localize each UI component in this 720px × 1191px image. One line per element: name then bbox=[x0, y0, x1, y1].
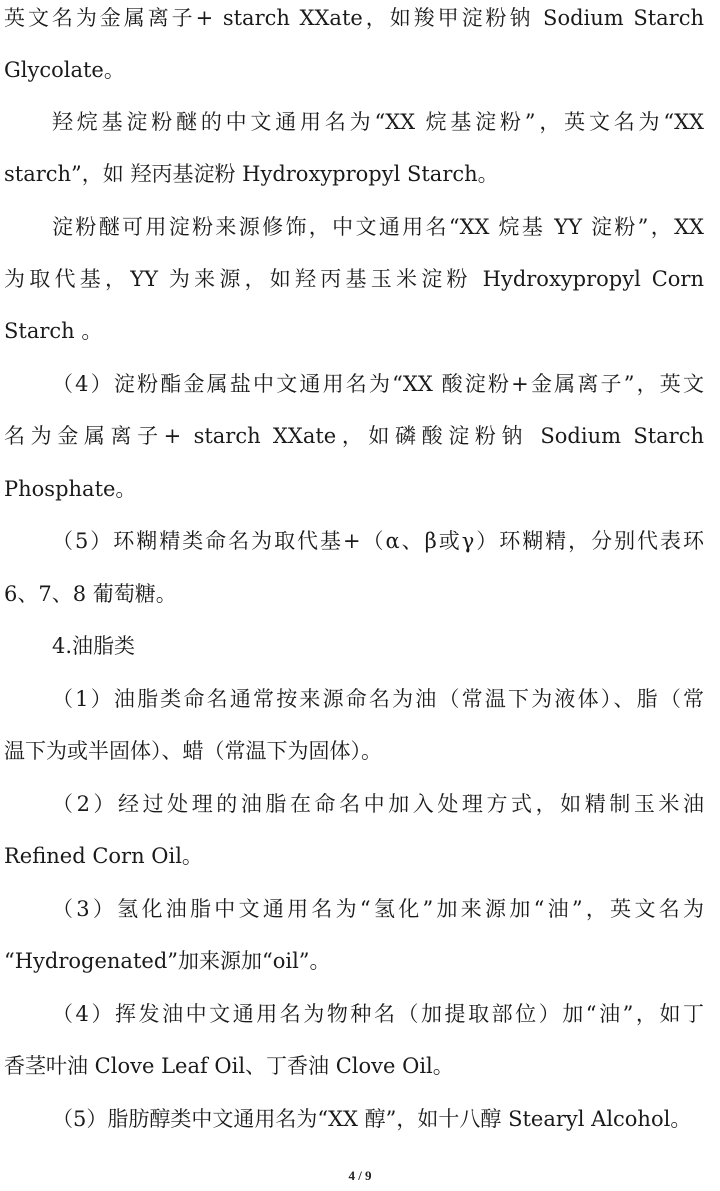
text-line-17: Refined Corn Oil。 bbox=[4, 844, 203, 868]
text-line-6: 为取代基，YY 为来源，如羟丙基玉米淀粉 Hydroxypropyl Corn bbox=[4, 267, 704, 291]
text-line-22: （5）脂肪醇类中文通用名为“XX 醇”，如十八醇 Stearyl Alcohol。 bbox=[52, 1107, 692, 1131]
text-line-2: Glycolate。 bbox=[4, 58, 125, 82]
text-line-20: （4）挥发油中文通用名为物种名（加提取部位）加“油”，如丁 bbox=[52, 1002, 704, 1026]
text-line-4: starch”，如 羟丙基淀粉 Hydroxypropyl Starch。 bbox=[4, 162, 499, 186]
text-line-9: 名为金属离子+ starch XXate，如磷酸淀粉钠 Sodium Starch bbox=[4, 424, 704, 448]
text-line-12: 6、7、8 葡萄糖。 bbox=[4, 582, 177, 606]
text-line-11: （5）环糊精类命名为取代基+（α、β或γ）环糊精，分别代表环 bbox=[52, 529, 704, 553]
text-line-18: （3）氢化油脂中文通用名为“氢化”加来源加“油”，英文名为 bbox=[52, 897, 704, 921]
text-line-14: （1）油脂类命名通常按来源命名为油（常温下为液体）、脂（常 bbox=[52, 687, 704, 711]
text-line-1: 英文名为金属离子+ starch XXate，如羧甲淀粉钠 Sodium Starch bbox=[4, 6, 704, 30]
text-line-8: （4）淀粉酯金属盐中文通用名为“XX 酸淀粉+金属离子”，英文 bbox=[52, 372, 704, 396]
text-line-7: Starch 。 bbox=[4, 319, 103, 343]
text-line-3: 羟烷基淀粉醚的中文通用名为“XX 烷基淀粉”，英文名为“XX bbox=[52, 110, 704, 134]
text-line-16: （2）经过处理的油脂在命名中加入处理方式，如精制玉米油 bbox=[52, 792, 704, 816]
text-line-21: 香茎叶油 Clove Leaf Oil、丁香油 Clove Oil。 bbox=[4, 1054, 454, 1078]
page-number: 4 / 9 bbox=[348, 1168, 372, 1183]
text-line-10: Phosphate。 bbox=[4, 477, 137, 501]
text-line-15: 温下为或半固体）、蜡（常温下为固体）。 bbox=[4, 739, 382, 763]
text-line-19: “Hydrogenated”加来源加“oil”。 bbox=[4, 949, 331, 973]
section-heading-oils: 4.油脂类 bbox=[52, 634, 136, 658]
text-line-5: 淀粉醚可用淀粉来源修饰，中文通用名“XX 烷基 YY 淀粉”，XX bbox=[52, 215, 704, 239]
